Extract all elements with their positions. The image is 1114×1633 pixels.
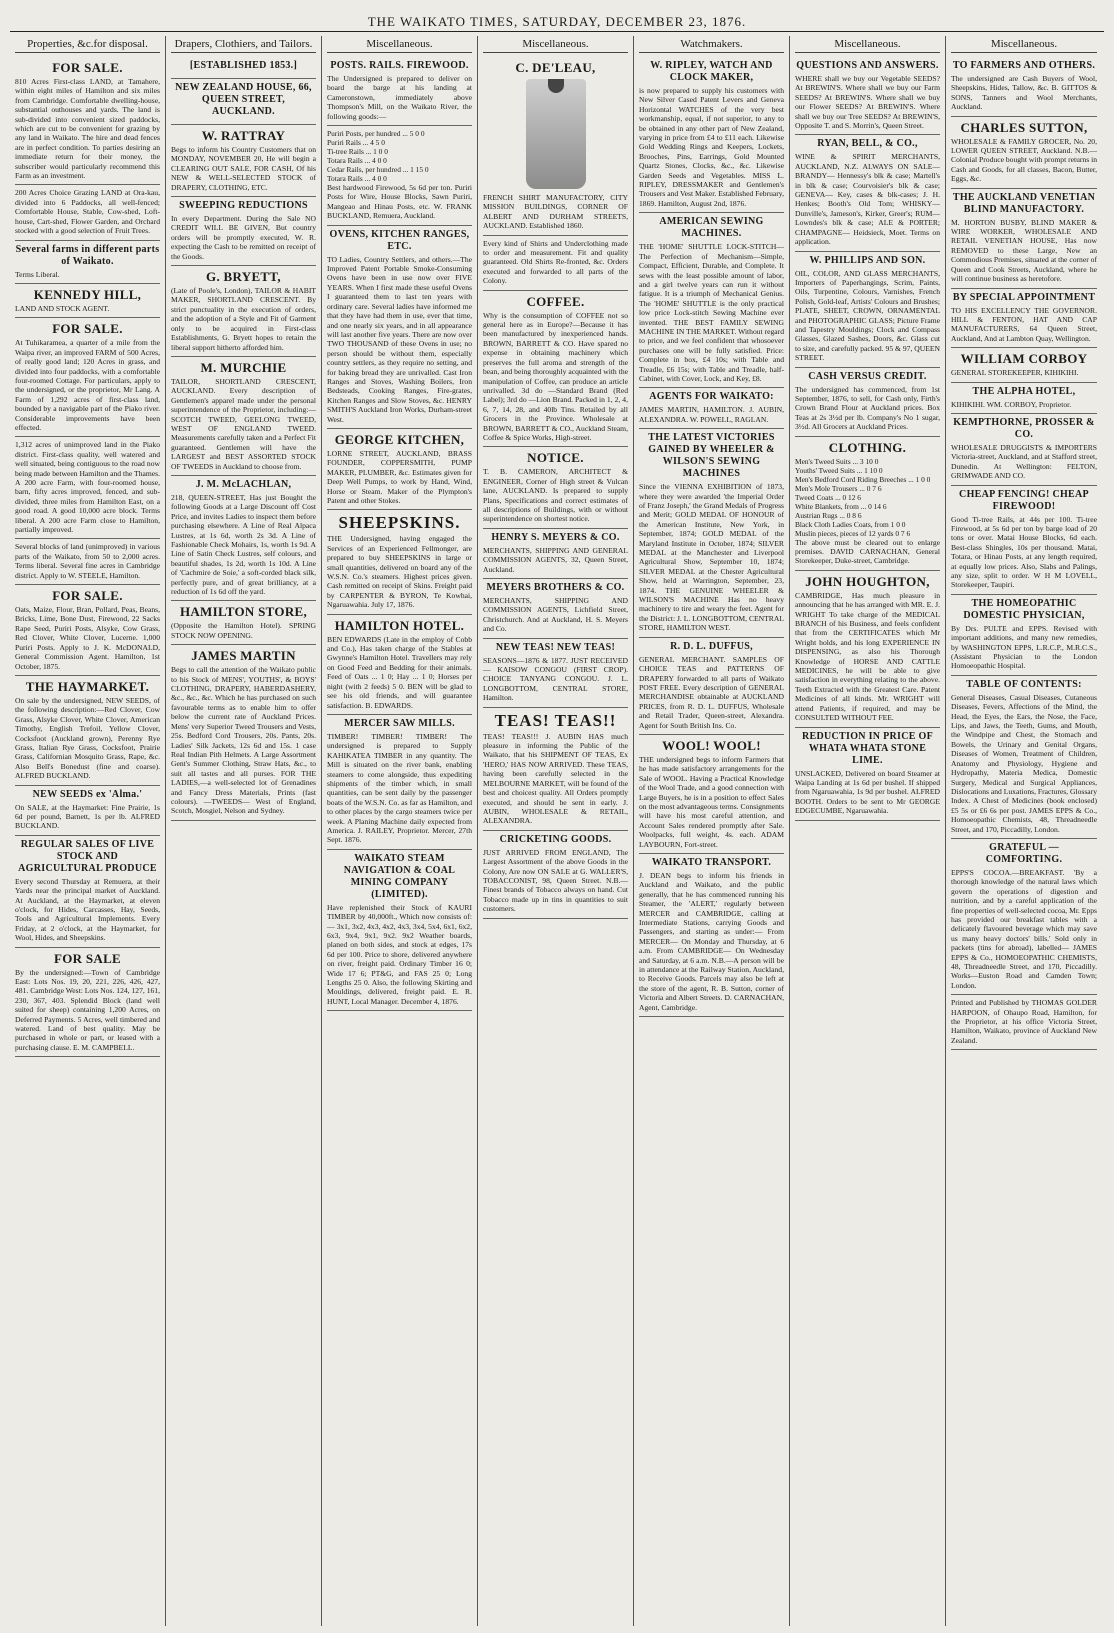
ad-title: TO FARMERS AND OTHERS. — [952, 60, 1096, 71]
advertisement — [171, 125, 316, 197]
advertisement — [171, 79, 316, 125]
advertisement — [483, 708, 628, 831]
advertisement — [171, 57, 316, 79]
ad-body: The undersigned are Cash Buyers of Wool, Sheepskins, Hides, Tallow, &c. B. GITTOS & SONS, Tanners and Wool Merchants, Auckland. — [951, 74, 1097, 112]
advertisement — [15, 241, 160, 284]
ad-title: WOOL! WOOL! — [662, 737, 761, 753]
ad-title: W. RATTRAY — [201, 128, 286, 143]
ad-body: Good Ti-tree Rails, at 44s per 100. Ti-tree Firewood, at 5s 6d per ton by barge load of 20 tons or over. Matai House Blocks, 6d each. Best-class Shingles, 10s per thousand. Matai, Totara, or Hinau Posts, at any length required, at equally low prices. Also, Slabs and Palings, any size, split to order. W H M LOVELL, Storekeeper, Taupiri. — [951, 514, 1097, 590]
advertisement — [951, 348, 1097, 382]
ad-body: The Undersigned is prepared to deliver on board the barge at his landing at Cameronstown, immediately above Thompson's Mill, on the Waikato River, the following goods:— — [327, 74, 472, 121]
ad-body: 218, QUEEN-STREET, Has just Bought the following Goods at a Large Discount off Cost Price, and invites Ladies to inspect them before purchasing elsewhere. A Line of Real Alpaca Lustres, at 1s 6d, worth 2s 3d. A Line of Fashionable Check Mohairs, 1s, worth 1s 9d. A Line of Satin Check Lustres, self colours, and beautiful shades, 1s 2d, worth 1s 10d. A Line of 'Cachmire de Soie,' a soft-corded black silk, perfectly pure, and of great brilliancy, at a reduction of 1s 6d off the yard. — [171, 492, 316, 597]
ad-title: Several farms in different parts of Waikato. — [15, 243, 160, 267]
advertisement — [327, 226, 472, 429]
column-heading: Miscellaneous. — [483, 38, 628, 53]
ad-body: General Diseases, Casual Diseases, Cutaneous Diseases, Fevers, Affections of the Mind, the Head, the Eyes, the Ears, the Nose, the Face, Lips, and Jaws, the Teeth, Gums, and Mouth, the Windpipe and Chest, the Stomach and Bowels, the Urinary and Genital Organs, Diseases of Women, Treatment of Children, Anatomy and Physiology, Hygiene and Hydropathy, Materia Medica, Domestic Surgery, Medical and Surgical Appliances, Dislocations and Luxations, Fractures, Glossary Index. A Chest of Medicines (book enclosed) £5 5s or £6 6s per post. JAMES EPPS & Co., Homoeopathic Chemists, 48, Threadneedle Street, and 170, Piccadilly, London. — [951, 692, 1097, 834]
price-line: Men's Mole Trousers ... 0 7 6 — [795, 483, 882, 493]
ad-title: NEW ZEALAND HOUSE, 66, QUEEN STREET, AUCKLAND. — [175, 82, 312, 117]
ad-title: CRICKETING GOODS. — [499, 833, 612, 845]
ad-body: TO Ladies, Country Settlers, and others.—The Improved Patent Portable Smoke-Consuming Ovens have been in use now over FIVE YEARS. When I first made these useful Ovens I guaranteed them to last ten years with ordinary care. Several ladies have informed me that they have had them in use, ever that time, and one nearly six years, and in all appearance will last another five years. There are now over TWO THOUSAND of these Ovens in use; no person should be without them, especially country settlers, as they require no setting, and for baking bread they are unrivalled. Cast Iron Ranges and Stoves, Washing Boilers, Iron Bedsteads, Cooking Ranges, Fire-grates, Kitchen Ranges and Slow Stoves, &c. HENRY SMITH'S Auckland Iron Works, Durham-street West. — [327, 254, 472, 424]
advertisement — [15, 836, 160, 948]
column-6 — [790, 36, 946, 1626]
ad-body: EPPS'S COCOA.—BREAKFAST. 'By a thorough knowledge of the natural laws which govern the operations of digestion and nutrition, and by a careful application of the fine properties of well-selected cocoa, Mr. Epps has provided our breakfast tables with a delicately flavoured beverage which may save us many heavy doctors' bills.' Sold only in packets (tins for abroad), labelled— JAMES EPPS & Co., HOMOEOPATHIC CHEMISTS, 48, Threadneedle Street, and 170, Piccadilly. Works—Euston Road and Camden Town; London. — [951, 867, 1097, 990]
ad-body: THE Undersigned, having engaged the Services of an Experienced Fellmonger, are prepared to buy SHEEPSKINS in large or small quantities, delivered on board any of the W.S.N. Co.'s steamers. Highest prices given. Cash remitted on receipt of Skins. Freight paid by CARPENTER & BYRON, Te Kowhai, Ngaruawahia. July 17, 1876. — [327, 534, 472, 610]
advertisement — [951, 486, 1097, 595]
advertisement — [639, 213, 784, 388]
ad-body: is now prepared to supply his customers with New Silver Cased Patent Levers and Geneva Horizontal WATCHES of the very best workmanship, equal, if not superior, to any to be obtained in any other part of New Zealand, varying in price from £4 to £11 each. Likewise Gold Wedding Rings and Keepers, Lockets, Brooches, Pins, Earrings, Gold Mounted Quartz Stones, Clocks, &c., &c. Likewise Garden Seeds and Vegetables. MISS L. RIPLEY, DRESSMAKER and Gentlemen's Trousers and Vest Maker. Established February, 1869. Hamilton, August 2nd, 1876. — [639, 86, 784, 208]
ad-title: NEW SEEDS ex 'Alma.' — [32, 788, 143, 800]
ad-body: THE 'HOME' SHUTTLE LOCK-STITCH—The Perfection of Mechanism—Simple, Compact, Efficient, Durable, and Complete. It sews with the least possible amount of labor, and a girl twelve years can run it without fatigue. It is a triumph of Mechanical Genius. The 'HOME' SHUTTLE is the only practical low price Lock-stitch Sewing Machine ever invented. THE BEST FAMILY SEWING MACHINE IN THE MARKET. Without regard to price, and we feel confident that whosoever purchases one will be fully satisfied. Price: Complete in box, £4 10s; with Table and Treadle, £6 15s; with Table and Treadle, half-Cabinet, with Cover, Lock, and Key, £8. — [639, 242, 784, 383]
ad-title: RYAN, BELL, & CO., — [817, 138, 918, 150]
ad-body: SEASONS—1876 & 1877. JUST RECEIVED— KAISOW CONGOU (FIRST CROP). CHOICE TANYANG CONGOU. J. L. LONGBOTTOM, CENTRAL STORE, Hamilton. — [483, 655, 628, 703]
price-line: Black Cloth Ladies Coats, from 1 0 0 — [795, 519, 906, 529]
column-4 — [478, 36, 634, 1626]
ad-body: UNSLACKED, Delivered on board Steamer at Waipa Landing at 1s 6d per bushel. If shipped from Ngaruawahia, 1s 9d per bushel. ALFRED BOOTH. Orders to be sent to Mr GEORGE EDGECUMBE, Ngaruawahia. — [795, 768, 940, 816]
advertisement — [327, 510, 472, 614]
ad-body: JUST ARRIVED FROM ENGLAND, The Largest Assortment of the above Goods in the Colony, Are now ON SALE at G. WALLER'S, TOBACCONIST, 98, Queen Street. N.B.—Finest brands of Tobacco always on hand. Cut Tobacco made up in tins in quantities to suit customers. — [483, 847, 628, 914]
advertisement — [327, 57, 472, 126]
advertisement — [795, 571, 940, 728]
ad-title: MERCER SAW MILLS. — [344, 717, 455, 729]
ad-body: FRENCH SHIRT MANUFACTORY, CITY MISSION BUILDINGS, CORNER OF ALBERT AND DURHAM STREETS, AUCKLAND. Established 1860. — [483, 193, 628, 231]
column-3 — [322, 36, 478, 1626]
price-line: Totara Rails ... 4 0 0 — [327, 156, 387, 166]
advertisement — [483, 831, 628, 919]
advertisement — [639, 638, 784, 735]
ad-body: T. B. CAMERON, ARCHITECT & ENGINEER, Corner of High street & Vulcan lane, AUCKLAND. Is prepared to supply Plans, Specifications and correct estimates of all descriptions of Buildings, with or without superintendence on shortest notice. — [483, 467, 628, 524]
ad-title: TABLE OF CONTENTS: — [966, 678, 1082, 690]
advertisement — [327, 126, 472, 226]
ad-title: POSTS. RAILS. FIREWOOD. — [330, 60, 469, 71]
price-line: Ti-tree Rails ... 1 0 0 — [327, 147, 388, 157]
price-line: Youths' Tweed Suits ... 1 10 0 — [795, 465, 883, 475]
ad-title: THE AUCKLAND VENETIAN BLIND MANUFACTORY. — [952, 191, 1096, 215]
ad-body: Since the VIENNA EXHIBITION of 1873, where they were awarded 'the Imperial Order of Franz Joseph,' the Grand Medals of Progress and Merit; GOLD MEDAL OF HONOUR of the American Institute, New York, in September, 1874; GOLD MEDAL of the Maryland Institute in October, 1874; SILVER MEDAL at the Manchester and Liverpool Agricultural Show, September 10, 1874; SILVER MEDAL at the Chester Agricultural Show, held at Warrington, September, 23, 1874. THE GENUINE WHEELER & WILSON'S MACHINE Has no heavy machinery to tire and weary the feet. Agent for the District: J. L. LONGBOTTOM, CENTRAL STORE, HAMILTON WEST. — [639, 482, 784, 633]
ad-body: TEAS! TEAS!!! J. AUBIN HAS much pleasure in informing the Public of the Waikato, that his SHIPMENT OF TEAS, Ex 'HERO,' HAS NOW ARRIVED. These TEAS, having been carefully selected in the MELBOURNE MARKET, will be found of the best and choicest quality. All Orders promptly executed, and should be sent in early. J. AUBIN, WHOLESALE & RETAIL, ALEXANDRA. — [483, 731, 628, 826]
advertisement — [15, 585, 160, 676]
advertisement — [483, 57, 628, 236]
price-line: Puriri Rails ... 4 5 0 — [327, 138, 385, 148]
ad-title: BY SPECIAL APPOINTMENT — [952, 291, 1096, 303]
ad-body: J. DEAN begs to inform his friends in Auckland and Waikato, and the public generally, that he has commenced running his Steamer, the 'ALERT,' regularly between MERCER and CAMBRIDGE, calling at Intermediate Stations, carrying Goods and Passengers, and starting as under:— From MERCER— On Monday and Thursday, at 6 a.m. From CAMBRIDGE— On Wednesday and Saturday, at 6 a.m. N.B.—A person will be in attendance at the Railway Station, Auckland, to Receive Goods. Parcels may also be left at the store of the agent, R. B. Sutton, corner of Victoria and Albert Streets. D. CARNACHAN, Agent, Cambridge. — [639, 871, 784, 1012]
ad-title: WILLIAM CORBOY — [960, 351, 1088, 367]
ad-body: CAMBRIDGE, Has much pleasure in announcing that he has arranged with MR. E. J. WRIGHT To take charge of the MEDICAL BRANCH of his Business, and feels confident that from the CERTIFICATES which Mr Wright holds, and his long EXPERIENCE IN DISPENSING, as also his Thorough Knowledge of HORSE AND CATTLE MEDICINES, he will be able to give satisfaction in everything relating to the above. Teeth Extracted with the Greatest Care. Patent Medicines of all kinds. Mr. WRIGHT will attend Patients, if required, and may be CONSULTED WITHOUT FEE. — [795, 590, 940, 723]
ad-body: WHOLESALE & FAMILY GROCER, No. 20, LOWER QUEEN STREET, Auckland. N.B.—Colonial Produce bought with prompt returns in Cash and Goods, for all classes, Bacon, Butter, Eggs, &c. — [951, 136, 1097, 184]
ad-title: TEAS! TEAS!! — [494, 710, 617, 730]
advertisement — [639, 57, 784, 213]
ad-title: KENNEDY HILL, — [33, 286, 142, 302]
ad-body: 1,312 acres of unimproved land in the Piako district. First-class quality, well watered and well situated, being contiguous to the road now being made between Hamilton and the Thames. A 200 acre Farm, with four-roomed house, barn, fifty acres improved, fenced, and sub-divided, three miles from Hamilton East, on a good road. A good 10,000 acre block. Terms liberal. A 200 acre Farm close to Hamilton, partially improved. — [15, 440, 160, 535]
advertisement — [171, 601, 316, 645]
ad-body: Terms Liberal. — [15, 269, 60, 279]
ad-body: MERCHANTS, SHIPPING AND GENERAL COMMISSION AGENTS, 32, Queen Street, Auckland. — [483, 545, 628, 574]
advertisement — [15, 948, 160, 1058]
ad-title: FOR SALE — [53, 950, 122, 966]
price-line: Puriri Posts, per hundred ... 5 0 0 — [327, 129, 425, 139]
advertisement — [951, 995, 1097, 1050]
ad-title: NEW TEAS! NEW TEAS! — [495, 641, 616, 653]
price-line: Men's Bedford Cord Riding Breeches ... 1 0 0 — [795, 474, 931, 484]
advertisement — [327, 850, 472, 1011]
advertisement — [951, 289, 1097, 349]
ad-body: LAND AND STOCK AGENT. — [15, 303, 110, 313]
ad-title: CHEAP FENCING! CHEAP FIREWOOD! — [959, 488, 1089, 512]
masthead: THE WAIKATO TIMES, SATURDAY, DECEMBER 23, 1876. — [10, 14, 1104, 32]
advertisement — [15, 284, 160, 318]
price-line: Muslin pieces, pieces of 12 yards 0 7 6 — [795, 528, 911, 538]
advertisement — [483, 291, 628, 448]
advertisement — [795, 437, 940, 571]
ad-body: The above must be cleared out to enlarge premises. DAVID CARNACHAN, General Storekeeper, Duke-street, Cambridge. — [795, 537, 940, 566]
ad-title: [ESTABLISHED 1853.] — [189, 60, 298, 71]
column-2 — [166, 36, 322, 1626]
advertisement — [639, 388, 784, 429]
advertisement — [15, 57, 160, 185]
price-line: Austrian Rugs ... 0 8 6 — [795, 510, 862, 520]
advertisement — [15, 437, 160, 539]
advertisement — [951, 839, 1097, 995]
ad-body: Every kind of Shirts and Underclothing made to order and measurement. Fit and quality guaranteed. Old Shirts Re-fronted, &c. Orders executed and forwarded to all parts of the Colony. — [483, 238, 628, 286]
advertisement — [15, 786, 160, 836]
ad-body: At Tuhikaramea, a quarter of a mile from the Waipa river, an improved FARM of 500 Acres, of really good land; 120 Acres in grass, and divided into four paddocks, with a comfortable four-roomed Cottage. For particulars, apply to the undersigned, or the proprietor, Mr Lang. A Farm of 1,292 acres of first-class land, bounded by a navigable part of the Piako river. Considerable improvements have been effected. — [15, 338, 160, 432]
advertisement — [795, 252, 940, 368]
ad-title: COFFEE. — [526, 293, 585, 309]
ad-body: Every second Thursday at Remuera, at their Yards near the principal market of Auckland. At Auckland, at the Haymarket, at eleven o'clock, for Hides, Carcasses, Hay, Seeds, Tools and Agricultural Implements. Every Friday, at 2 o'clock, at the Haymarket, for Wool, Hides, and Sheepskins. — [15, 876, 160, 943]
column-5 — [634, 36, 790, 1626]
ad-title: QUESTIONS AND ANSWERS. — [796, 60, 939, 71]
price-line: White Blankets, from ... 0 14 6 — [795, 501, 887, 511]
ad-title: J. M. McLACHLAN, — [195, 478, 292, 490]
ad-title: G. BRYETT, — [206, 269, 281, 285]
advertisement — [639, 735, 784, 854]
advertisement — [795, 368, 940, 437]
advertisement — [327, 715, 472, 850]
column-heading: Miscellaneous. — [327, 38, 472, 53]
advertisement — [951, 595, 1097, 676]
price-line: Cedar Rails, per hundred ... 1 15 0 — [327, 165, 429, 175]
ad-body: KIHIKIHI. WM. CORBOY, Proprietor. — [951, 399, 1072, 409]
column-heading: Miscellaneous. — [795, 38, 940, 53]
ad-body: On SALE, at the Haymarket: Fine Prairie, 1s 6d per pound, Barnett, 1s per lb. ALFRED BUCKLAND. — [15, 802, 160, 831]
shirt-illustration — [526, 79, 586, 189]
price-line: Men's Tweed Suits ... 3 10 0 — [795, 456, 879, 466]
ad-body: JAMES MARTIN, HAMILTON. J. AUBIN, ALEXANDRA. W. POWELL, RAGLAN. — [639, 405, 784, 424]
column-heading: Watchmakers. — [639, 38, 784, 53]
ad-body: TO HIS EXCELLENCY THE GOVERNOR. HILL & FENTON, HAT AND CAP MANUFACTURERS, 64 Queen Street, Auckland, And at Lambton Quay, Wellington. — [951, 305, 1097, 343]
ad-title: THE HOMEOPATHIC DOMESTIC PHYSICIAN, — [963, 597, 1085, 621]
ad-body: 200 Acres Choice Grazing LAND at Ora-kau, divided into 6 Paddocks, all well-fenced; Comfortable House, Stable, Cow-shed, Loft-house, Cart-shed, Flower Garden, and Orchard stocked with a good selection of Fruit Trees. — [15, 188, 160, 236]
ad-title: CLOTHING. — [828, 439, 907, 455]
ad-title: WAIKATO STEAM NAVIGATION & COAL MINING COMPANY (LIMITED). — [343, 852, 456, 900]
ad-title: R. D. L. DUFFUS, — [670, 640, 753, 652]
ad-title: GRATEFUL — COMFORTING. — [985, 841, 1063, 865]
ad-title: THE ALPHA HOTEL, — [972, 385, 1076, 397]
advertisement — [951, 117, 1097, 189]
column-heading: Drapers, Clothiers, and Tailors. — [171, 38, 316, 53]
ad-body: Begs to inform his Country Customers that on MONDAY, NOVEMBER 20, He will begin a CLEARING OUT SALE, FOR CASH, Of his NEW & WELL-SELECTED STOCK of DRAPERY, CLOTHING, ETC. — [171, 145, 316, 192]
ad-body: GENERAL MERCHANT. SAMPLES OF CHOICE TEAS and PATTERNS OF DRAPERY forwarded to all parts of Waikato POST FREE. Every description of GENERAL MERCHANDISE obtainable at AUCKLAND PRICES, from R. D. L. DUFFUS, Wholesale and Retail Trader, Queen-street, Alexandra. Agent for South British Ins. Co. — [639, 654, 784, 730]
ad-title: W. RIPLEY, WATCH AND CLOCK MAKER, — [650, 60, 773, 83]
ad-body: On sale by the undersigned, NEW SEEDS, of the following description:—Red Clover, Cow Grass, Alsyke Clover, White Clover, American Timothy, English Trefoil, Yellow Clover, Cocksfoot (Auckland grown), Perenny Rye Grass, Italian Rye Grass, Cocksfoot, Prairie Grass, Californian Mosquito Grass, Rape, &c. Also Bell's Bonedust (fine and coarse). ALFRED BUCKLAND. — [15, 695, 160, 781]
ad-body: In every Department. During the Sale NO CREDIT WILL BE GIVEN, But country orders will be promptly executed, W. R. expecting the Cash to be remitted on receipt of the Goods. — [171, 214, 316, 261]
advertisement — [15, 318, 160, 437]
ad-title: JAMES MARTIN — [191, 648, 296, 664]
advertisement — [951, 189, 1097, 289]
advertisement — [171, 645, 316, 821]
ad-title: C. DE'LEAU, — [515, 60, 596, 75]
advertisement — [951, 414, 1097, 486]
ad-body: TIMBER! TIMBER! TIMBER! The undersigned is prepared to Supply KAHIKATEA TIMBER in any quantity. The Mill is situated on the river bank, enabling steamers to come alongside, thus expediting shipments of the timber which, in small quantities, can be sent daily by the passenger boats of the W.S.N. Co. as far as Hamilton, and to other places by the cargo steamers twice per week. A Planing Machine daily expected from America. J. RAILEY, Proprietor. Mercer, 27th Sept. 1876. — [327, 731, 472, 845]
advertisement — [15, 185, 160, 240]
advertisement — [795, 728, 940, 821]
ad-title: SWEEPING REDUCTIONS — [179, 200, 308, 212]
ad-title: CASH VERSUS CREDIT. — [808, 370, 927, 382]
ad-body: THE undersigned begs to inform Farmers that he has made satisfactory arrangements for the Sale of WOOL. Having a Practical Knowledge of the Wool Trade, and a good connection with Large Buyers, he is in a position to effect Sales on the most advantageous terms. Consignments will have his most careful attention, and Account Sales rendered promptly after Sale. Woolpacks, full weight, 4s. each. ADAM LAYBOURN, Fort-street. — [639, 754, 784, 849]
advertisement — [951, 676, 1097, 839]
ad-body: Best hardwood Firewood, 5s 6d per ton. Puriri Posts for Wire, House Blocks, Sawn Puriri, Mangeao and Hinau Posts, etc. W. FRANK BUCKLAND, Remuera, Auckland. — [327, 183, 472, 221]
ad-title: CHARLES SUTTON, — [960, 119, 1088, 135]
advertisement — [483, 447, 628, 528]
ad-title: WAIKATO TRANSPORT. — [651, 857, 772, 868]
price-line: Totara Rails ... 4 0 0 — [327, 174, 387, 184]
price-line: Tweed Coats ... 0 12 6 — [795, 492, 861, 502]
ad-title: HENRY S. MEYERS & CO. — [491, 531, 620, 543]
ad-title: GEORGE KITCHEN, — [334, 431, 465, 447]
advertisement — [795, 135, 940, 251]
ad-body: GENERAL STOREKEEPER, KIHIKIHI. — [951, 368, 1079, 378]
ad-body: By Drs. PULTE and EPPS. Revised with important additions, and many new remedies, by WASHINGTON EPPS, L.R.C.P., M.R.C.S., (Assistant Physician to the London Homoeopathic Hospital. — [951, 623, 1097, 671]
ad-title: HAMILTON HOTEL. — [334, 617, 465, 633]
ad-body: Have replenished their Stock of KAURI TIMBER by 40,000ft., Which now consists of:— 3x1, 3x2, 4x3, 4x2, 4x3, 3x4, 5x4, 6x1, 6x2, 6x3, 9x4, 9x1, 9x2. 9x2 Weather boards, planed on both sides, and stock at edges, 17s 6d per 100. Price to shore, delivered anywhere on river, freight paid. Ordinary Timber 16 0; Wide 17 6; PT&G, and FAS 25 0; Long Lengths 25 0. Also, the following Skirting and Mouldings, delivered, freight paid. E. R. HUNT, Local Manager. December 4, 1876. — [327, 902, 472, 1006]
column-heading: Miscellaneous. — [951, 38, 1097, 53]
advertisement — [483, 236, 628, 291]
advertisement — [795, 57, 940, 135]
ad-body: LORNE STREET, AUCKLAND, BRASS FOUNDER, COPPERSMITH, PUMP MAKER, PLUMBER, &c. Estimates given for Deep Well Pumps, to work by Hand, Wind, Horse or Steam. Maker of the Plympton's Patent and other Stokes. — [327, 448, 472, 505]
advertisement — [639, 854, 784, 1017]
advertisement — [327, 615, 472, 715]
advertisement — [951, 57, 1097, 117]
advertisement — [483, 529, 628, 579]
advertisement — [483, 639, 628, 708]
ad-body: MERCHANTS, SHIPPING AND COMMISSION AGENTS, Lichfield Street, Christchurch. And at Auckland, H. S. Meyers and Co. — [483, 596, 628, 634]
advertisement — [171, 357, 316, 476]
ad-title: MEYERS BROTHERS & CO. — [486, 582, 625, 593]
advertisement — [171, 476, 316, 601]
ad-body: Why is the consumption of COFFEE not so general here as in Europe?—Because it has been manufactured by inexperienced hands. BROWN, BARRETT & CO. Have spared no expense in obtaining machinery which preserves the full aroma and strength of the bean, and being thoroughly acquainted with the manipulation of Coffee, can produce an article unrivalled. 3d do —Standard Brand (Red Label); 3rd do —Lion Brand. Packed in 1, 2, 4, 6, 7, 14, 28, and 40lb Tins. Retailed by all Grocers in the Province. Wholesale at BROWN, BARRETT & CO., Auckland Steam, Coffee & Spice Works, High-street. — [483, 310, 628, 442]
ad-body: TAILOR, SHORTLAND CRESCENT, AUCKLAND. Every description of Gentlemen's apparel made under the personal superintendence of the Proprietor, including:—SCOTCH TWEED, GEELONG TWEED, WEST OF ENGLAND TWEED. Measurements carefully taken and a Perfect Fit guaranteed. Gentlemen will have the LARGEST and BEST ASSORTED STOCK OF TWEEDS in Auckland to choose from. — [171, 376, 316, 471]
column-7 — [946, 36, 1102, 1626]
ad-title: SHEEPSKINS. — [338, 513, 461, 533]
ad-body: BEN EDWARDS (Late in the employ of Cobb and Co.), Has taken charge of the Stables at Gwynne's Hamilton Hotel. Travellers may rely on Good Feed and Bedding for their animals. Feed of Oats ... 1 0; Hay ... 1 0; Horses per night (with 2 feeds) 5 0. BEN will be glad to see his old friends, and will guarantee satisfaction. B. EDWARDS. — [327, 634, 472, 710]
advertisement — [171, 266, 316, 357]
ad-title: OVENS, KITCHEN RANGES, ETC. — [329, 228, 470, 252]
ad-body: Oats, Maize, Flour, Bran, Pollard, Peas, Beans, Bricks, Lime, Bone Dust, Firewood, 22 Sacks Rape Seed, Puriri Posts, Alsyke, Cow Grass, Red Clover, White Clover, Lucerne. 1,000 Puriri Posts. Apply to J. K. McDONALD, General Commission Agent. Hamilton, 1st October, 1875. — [15, 605, 160, 671]
ad-title: FOR SALE. — [52, 321, 123, 337]
ad-title: W. PHILLIPS AND SON. — [809, 254, 926, 266]
column-1 — [10, 36, 166, 1626]
ad-title: THE LATEST VICTORIES GAINED BY WHEELER & WILSON'S SEWING MACHINES — [648, 432, 775, 480]
advertisement — [327, 429, 472, 510]
ad-body: Several blocks of land (unimproved) in various parts of the Waikato, from 50 to 2,000 acres. Terms liberal. Several fine acres in Cambridge district. Apply to W. STEELE, Hamilton. — [15, 542, 160, 580]
ad-body: OIL, COLOR, AND GLASS MERCHANTS, Importers of Paperhangings, Scrim, Paints, Oils, Turpentine, Colours, Varnishes, French Polish, Gold-leaf, Artists' Colours and Brushes; PLATE, SHEET, CROWN, ORNAMENTAL and PHOTOGRAPHIC GLASS; Picture Frame and Tapestry Mouldings; Clock and Compass Glasses, Glazed Sashes, Doors, &c. Glass cut to size, and carefully packed. 95 & 97, QUEEN STREET. — [795, 268, 940, 363]
advertisement — [951, 383, 1097, 414]
ad-title: NOTICE. — [527, 450, 584, 466]
ad-title: REDUCTION IN PRICE OF WHATA WHATA STONE LIME. — [801, 730, 934, 766]
ad-body: Printed and Published by THOMAS GOLDER HARPOON, of Ohaupo Road, Hamilton, for the Proprietor, at his office Victoria Street, Hamilton, Waikato, province of Auckland New Zealand. — [951, 998, 1097, 1045]
column-heading: Properties, &c.for disposal. — [15, 38, 160, 53]
ad-title: THE HAYMARKET. — [25, 678, 150, 694]
ad-title: FOR SALE. — [52, 60, 123, 75]
ad-title: M. MURCHIE — [200, 359, 287, 375]
ad-body: WHERE shall we buy our Vegetable SEEDS? At BREWIN'S. Where shall we buy our Farm SEEDS? At BREWIN'S. Where shall we buy our Flower SEEDS? At BREWIN'S. Where shall we buy our Tree SEEDS? At BREWIN'S, Opposite T. and S. Morrin's, Queen Street. — [795, 74, 940, 131]
ad-title: JOHN HOUGHTON, — [805, 573, 930, 589]
ad-title: REGULAR SALES OF LIVE STOCK AND AGRICULTURAL PRODUCE — [18, 838, 157, 874]
ad-title: KEMPTHORNE, PROSSER & CO. — [953, 416, 1095, 440]
columns-container — [10, 36, 1104, 1626]
advertisement — [639, 429, 784, 638]
ad-body: The undersigned has commenced, from 1st September, 1876, to sell, for Cash only, Firth's Crown Brand Flour at Auckland prices. Box Teas at 2s 3½d per lb. Company's No 1 sugar, 3½d. All Grocers at Auckland Prices. — [795, 384, 940, 432]
ad-body: 810 Acres First-class LAND, at Tamahere, within eight miles of Hamilton and six miles from Cambridge. Comfortable dwelling-house, substantial outhouses and yards. The land is sub-divided into convenient sized paddocks, which are cut to be convenient for grazing by any land in Waikato. The hire and dead fences are in perfect condition. To parties desiring an immediate return for their money, the subscriber would particularly recommend this Farm as an investment. — [15, 77, 160, 181]
advertisement — [483, 579, 628, 639]
ad-body: WINE & SPIRIT MERCHANTS, AUCKLAND, N.Z. ALWAYS ON SALE— BRANDY— Hennessy's blk & case; Martell's in blk & case; Courvoisier's blk & case; GENEVA— Key, cases & blk-cases; J. H. Henkes; Booth's Old Tom; WHISKY— Dunville's, Jameson's, Kirker, Greer's; RUM— Lowndes's blk & case; ALE & PORTER; CHAMPAGNE— Heidsieck, Moet. Terms on application. — [795, 152, 940, 247]
ad-body: (Opposite the Hamilton Hotel). SPRING STOCK NOW OPENING. — [171, 621, 316, 640]
ad-title: FOR SALE. — [52, 588, 123, 604]
advertisement — [15, 676, 160, 786]
advertisement — [15, 539, 160, 585]
ad-title: HAMILTON STORE, — [179, 604, 308, 620]
ad-title: AGENTS FOR WAIKATO: — [649, 391, 774, 403]
ad-body: Begs to call the attention of the Waikato public to his Stock of MENS', YOUTHS', & BOYS' CLOTHING, DRAPERY, HABERDASHERY, &c., &c., &c. Which he has purchased on such favourable terms as to enable him to offer below the current rate of Auckland Prices. Mens' very Superior Tweed Trousers and Vests, 25s. Bedford Cord Trousers, 20s. Pants, 20s. Ladies' Silk Jackets, 12s 6d and 15s. 1 case Real Indian Pith Helmets. A Large Assortment Gent's Summer Clothing, Straw Hats, &c., to suit all tastes and all purses. FOR THE LADIES,—a well-selected lot of Grenadines and Fancy Dress Materials, Prints (fast colours). —TWEEDS— West of England, Scotch, Mosgiel, Nelson and Sydney. — [171, 665, 316, 816]
advertisement — [171, 197, 316, 266]
ad-body: WHOLESALE DRUGGISTS & IMPORTERS Victoria-street, Auckland, and at Stafford street, Dunedin. At Wellington: FELTON, GRIMWADE AND CO. — [951, 442, 1097, 481]
ad-body: M. HORTON BUSBY, BLIND MAKER & WIRE WORKER, WHOLESALE AND RETAIL VENETIAN HOUSE, Has now REMOVED to these Large, New an Commodious Premises, situated at the corner of Queen and Cook Streets, Auckland, where he will continue business as heretofore. — [951, 217, 1097, 284]
ad-body: (Late of Poole's, London), TAILOR & HABIT MAKER, SHORTLAND CRESCENT. By strict punctuality in the execution of orders, and the adoption of a Style and Fit of Garment only to be acquired in First-class Establishments, G. Bryett hopes to retain the liberal support hitherto afforded him. — [171, 286, 316, 352]
ad-title: AMERICAN SEWING MACHINES. — [659, 216, 764, 240]
ad-body: By the undersigned:—Town of Cambridge East: Lots Nos. 19, 20, 221, 226, 426, 427, 481. Cambridge West: Lots Nos. 124, 127, 161, 230, 367, 403. Splendid Block (land well suited for sheep) containing 1,200 Acres, on Deferred Payments. 5 Acres, well timbered and watered. Land of best quality. May be purchased in whole or part, or leased with a purchasing clause. E. M. CAMPBELL. — [15, 967, 160, 1052]
